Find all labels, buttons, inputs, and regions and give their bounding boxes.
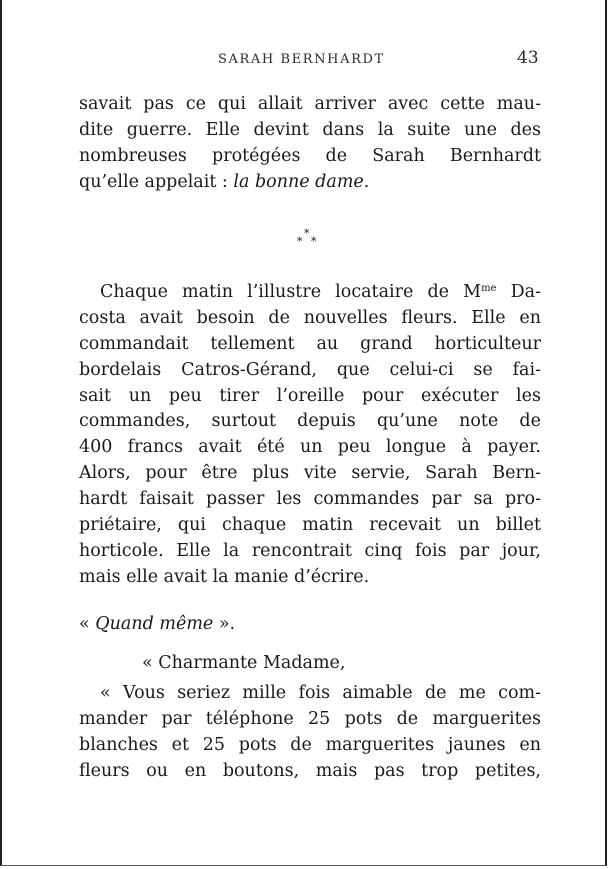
paragraph-continuation bbox=[79, 92, 541, 196]
text-line: hardt faisait passer les commandes par sa pro- bbox=[79, 489, 541, 510]
text-line: commandes, surtout depuis qu’une note de bbox=[79, 411, 541, 432]
paragraph-body bbox=[79, 280, 541, 591]
asterism-star: * bbox=[311, 235, 317, 248]
text-segment: Chaque matin l’illustre locataire de M bbox=[100, 282, 482, 302]
text-segment: Da- bbox=[496, 282, 541, 302]
italic-phrase: la bonne dame bbox=[233, 171, 364, 192]
text-line bbox=[79, 612, 541, 638]
text-line: 400 francs avait été un peu longue à payer. bbox=[79, 437, 541, 458]
text-line: horticole. Elle la rencontrait cinq fois par jour, bbox=[79, 540, 541, 561]
text-line: fleurs ou en boutons, mais pas trop petites, bbox=[79, 760, 541, 781]
asterism-star: * bbox=[304, 227, 310, 240]
text-segment: . bbox=[363, 171, 370, 192]
text-line: « Vous seriez mille fois aimable de me com- bbox=[100, 683, 541, 703]
text-line bbox=[79, 170, 541, 196]
text-line: bordelais Catros-Gérand, que celui-ci se fai- bbox=[79, 359, 541, 380]
text-line: mais elle avait la manie d’écrire. bbox=[79, 566, 370, 587]
asterism-star: * bbox=[297, 235, 303, 248]
running-title: SARAH BERNHARDT bbox=[218, 52, 385, 67]
text-line: « Charmante Madame, bbox=[142, 653, 346, 673]
text-line: blanches et 25 pots de marguerites jaunes en bbox=[79, 734, 541, 755]
text-line: priétaire, qui chaque matin recevait un billet bbox=[79, 515, 541, 536]
asterism-separator bbox=[296, 228, 320, 250]
text-line: mander par téléphone 25 pots de marguerites bbox=[79, 708, 541, 729]
quote-close: ». bbox=[213, 614, 236, 634]
text-line: savait pas ce qui allait arriver avec cette mau- bbox=[79, 94, 541, 114]
page-number: 43 bbox=[517, 48, 539, 68]
text-segment: qu’elle appelait : bbox=[79, 171, 234, 192]
italic-phrase: Quand même bbox=[95, 614, 214, 634]
text-line: sait un peu tirer l’oreille pour exécuter les bbox=[79, 385, 541, 406]
quote-open: « bbox=[79, 614, 96, 634]
text-line: costa avait besoin de nouvelles fleurs. Elle en bbox=[79, 307, 541, 328]
letter-body bbox=[79, 681, 541, 785]
motto-line bbox=[79, 612, 541, 638]
text-line: nombreuses protégées de Sarah Bernhardt bbox=[79, 145, 541, 166]
text-line: commandait tellement au grand horticulteur bbox=[79, 333, 541, 354]
text-line: dite guerre. Elle devint dans la suite une des bbox=[79, 119, 541, 140]
text-line: Alors, pour être plus vite servie, Sarah Bern- bbox=[79, 463, 541, 484]
text-line bbox=[79, 280, 541, 306]
letter-salutation bbox=[79, 651, 541, 677]
superscript: me bbox=[481, 283, 497, 294]
